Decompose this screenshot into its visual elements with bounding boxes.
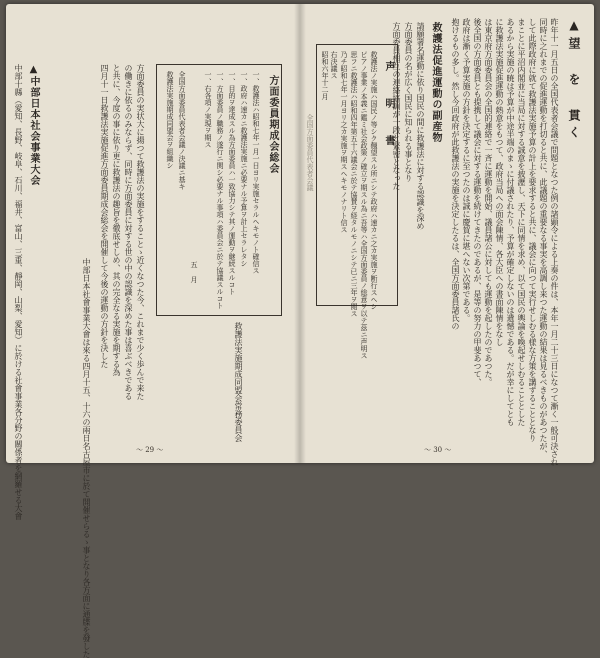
body-column: まことに平沼内閣並に当局に対する誠意を披瀝し、天下に同情を求め、以て国民の輿論を喚起せしむることとした [517,18,526,426]
body-column: は東京府方面委員会の全国的連絡で一斉に運動を開始、議員諸公に対しても運動を起したのであつた。 [484,18,493,386]
box-header: 声 明 書 [383,61,394,153]
body-column: 中部日本社會事業大會は來る四月十五、十六の兩日名古屋市に於て開催せらるゝ事となり各方面に通牒を發した [82,258,91,658]
page-number-left: 〜 29 〜 [136,446,164,454]
box-header: 方面委員期成会総会 [267,75,278,174]
body-column: 後全国の方面委員とも提携して議会に対する運動を続けてきたのであるが、是等の努力の甲斐あつて、 [473,18,482,386]
box-line: 右決議ス [330,51,338,79]
body-column: して此際政府に就て救護法実施予算の計上を要求すると共に、議会に向つて実行せしむる様な方策を講ずることとなり [528,18,537,442]
body-columns-right [448,18,559,466]
body-column: 同時に之れまでの促進運動を打切ると共に、此議題の重要なる事実を高調し来つた運動の結果は見るべきものがあつたが、 [539,18,548,458]
declaration-box-right [316,44,398,359]
body-column: 方面委員の実状大に揚つて救護法の実施をすることゝ近くなつた今、これまで少く歩んで来た [136,64,145,400]
section-title-left: ▲中部日本社会事業大会 [28,64,39,186]
section-title-right: ▲望 を 貫く [567,18,581,143]
box-line: 乃チ昭和七年一月ヨリ之カ実施ヲ期スヘキモノナリト信ス [340,51,348,233]
box-footer-left: 救護法実施期成同盟会常務委員会 [234,322,243,442]
box-line: 昭和六年十二月 [321,51,329,100]
note-line: 請願署名運動に依り国民の間に救護法に対する認識を深め [416,22,425,230]
box-line: 一、目的ヲ達成スル為方面委員ハ一致協力シテ其ノ運動ヲ継続スルコト [228,71,236,295]
box-line: 一、政府ハ速カニ救護法実施ニ必要ナル予算ヲ計上セラレタシ [240,71,248,267]
page-number-right: 〜 30 〜 [424,446,452,454]
note-title-right: 救護法促進運動の副産物 [430,22,441,143]
box-footer-right: 全国方面委員代表者会議 [306,114,314,191]
resolution-box-left [156,64,282,316]
right-page [300,4,594,466]
box-line: 一、救護法ハ昭和七年一月一日ヨリ実施セラルヘキモノト確信ス [252,71,260,274]
book-spread [6,4,594,658]
body-column: 抱けるもの多し。然し今回政府が此救護法の実施を決定したるは、全国方面委員諸氏の [451,18,460,330]
body-column: 四月十一日救護法実施促進方面委員期成会総会を開催して今後の運動の方針を決した [100,64,109,368]
note-line: 全国方面委員代表者会議ノ決議ニ基キ [178,71,186,190]
body-column: の働きに依るのみならず、同時に方面委員に対する世の中の認識を深めた事は喜ぶべきである [124,64,133,400]
body-column: 昨年十一月五日の全国代表者会議で問題となつた例の諸顕令による上奏の件は、本年一月二十三日になつて漸く一般可決され [550,18,559,466]
body-column: あるから実施の暁は予算が中途半端のまゝに付議されたり、予算が確定しないのは遺憾である。だが幸にしてとも [506,18,515,426]
body-column: 中部十縣（愛知、長野、岐阜、石川、福井、富山、三重、靜岡、山梨、愛知）に於ける社會事業各分野の關係者を網羅せる大會 [14,64,23,520]
box-line: 思フニ救護法ハ昭和四年第五十六議会ニ於テ協賛ヲ経タルモノニシテ已ニ三年ヲ閲ス [350,51,358,317]
box-line: ピアノ事業ノ本義ニ鑑ミ社会政策ノ確立ヲ期スル為ニ吾等ハ全国方面委員ノ総意ヲ以テ茲ニ声明ス [360,51,368,359]
book-gutter [294,4,306,463]
box-line: 一、右各項ノ実現ヲ期ス [204,71,212,148]
body-column: 政府は漸く予算実施の方針を決定するに至つたのは誠に慶賀に堪へない次第である。 [462,18,471,322]
note-line: 方面委員相互の連絡協調が一段と緊密となった [392,22,401,190]
left-page [6,4,300,658]
note-line: 救護法実施期成同盟会ヲ組織シ [166,71,174,169]
box-date: 五 月 [190,261,198,283]
box-line: 救護法ノ実施ハ国民ノ等シク翹望スル所ニシテ政府ハ速カニ之カ実施ヲ断行スヘシ [370,51,378,310]
box-line: 一、方面委員ノ職務ノ遂行ニ関シ必要ナル事項ハ委員会ニ於テ協議スルコト [216,71,224,309]
note-line: 方面委員の名が広く国民に知られる事となり [404,22,413,182]
body-column: と共に、今度の事に依り更に救護法の趣旨を徹底せしめ、其の完全なる実施を期する為 [112,64,121,376]
body-column: に救護法実施促進運動の熱意をもつて、政府当局への面会陳情、各大臣への書面陳情をなし [495,18,504,346]
